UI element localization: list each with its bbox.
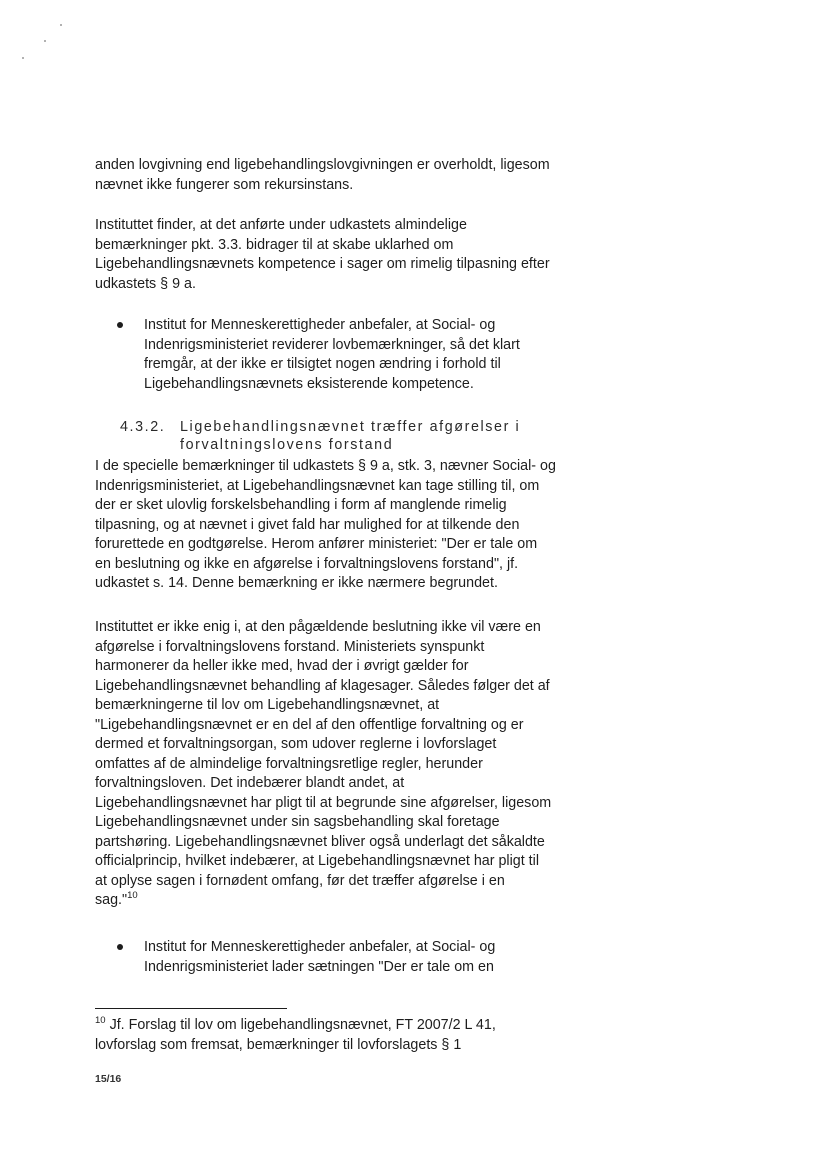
text-line: Institut for Menneskerettigheder anbefaler, at Social- og: [144, 317, 496, 333]
footnote-reference[interactable]: 10: [127, 890, 138, 902]
text-line: Ligebehandlingsnævnets kompetence i sager om rimelig tilpasning efter: [95, 256, 550, 272]
section-number: 4.3.2.: [120, 419, 166, 435]
text-line: officialprincip, hvilket indebærer, at Ligebehandlingsnævnet har pligt til: [95, 853, 539, 869]
bullet-dot-icon: [117, 944, 123, 950]
text-line: [95, 891, 575, 911]
text-line: Indenrigsministeriet, at Ligebehandlingsnævnet kan tage stilling til, om: [95, 477, 540, 494]
text-line: dermed et forvaltningsorgan, som udover reglerne i lovforslaget: [95, 736, 497, 752]
text-line: bemærkninger pkt. 3.3. bidrager til at skabe uklarhed om: [95, 236, 454, 253]
paragraph-2: [95, 216, 575, 294]
section-heading-4-3-2: [120, 418, 580, 454]
text-line: Instituttet er ikke enig i, at den pågældende beslutning ikke vil være en: [95, 619, 541, 635]
paragraph-4: [95, 618, 575, 911]
heading-line-1: Ligebehandlingsnævnet træffer afgørelser i: [180, 419, 521, 435]
footnote-10: [95, 1016, 575, 1055]
text-line: der er sket ulovlig forskelsbehandling i form af manglende rimelig: [95, 497, 507, 513]
text-line: bemærkningerne til lov om Ligebehandlingsnævnet, at: [95, 697, 440, 713]
text-line: Ligebehandlingsnævnet under sin sagsbehandling skal foretage: [95, 814, 500, 830]
text-line: partshøring. Ligebehandlingsnævnet bliver også underlagt det såkaldte: [95, 833, 545, 850]
paragraph-3: [95, 457, 575, 594]
scan-speck: [60, 24, 62, 26]
text-line: Ligebehandlingsnævnets eksisterende kompetence.: [144, 375, 474, 392]
text-line: fremgår, at der ikke er tilsigtet nogen ændring i forhold til: [144, 356, 501, 372]
text-line: Ligebehandlingsnævnet har pligt til at begrunde sine afgørelser, ligesom: [95, 794, 552, 811]
text-line: at oplyse sagen i fornødent omfang, før det træffer afgørelse i en: [95, 872, 505, 889]
page-number: 15/16: [95, 1073, 122, 1085]
recommendation-bullet-1: [117, 316, 587, 394]
text-line: udkastet s. 14. Denne bemærkning er ikke nærmere begrundet.: [95, 575, 498, 591]
text-line: "Ligebehandlingsnævnet er en del af den offentlige forvaltning og er: [95, 716, 524, 733]
scan-speck: [22, 57, 24, 59]
bullet-dot-icon: [117, 322, 123, 328]
paragraph-1: [95, 156, 575, 195]
scan-speck: [44, 40, 46, 42]
quote-end: sag.": [95, 892, 128, 908]
text-line: Instituttet finder, at det anførte under udkastets almindelige: [95, 217, 467, 233]
footnote-marker: 10: [95, 1015, 106, 1027]
text-line: afgørelse i forvaltningslovens forstand. Ministeriets synspunkt: [95, 638, 485, 655]
text-line: en beslutning og ikke en afgørelse i forvaltningslovens forstand", jf.: [95, 555, 519, 572]
text-line: Indenrigsministeriet reviderer lovbemærkninger, så det klart: [144, 336, 520, 353]
text-line: anden lovgivning end ligebehandlingslovgivningen er overholdt, ligesom: [95, 157, 550, 173]
text-line: forvaltningsloven. Det indebærer blandt andet, at: [95, 775, 405, 791]
text-line: Ligebehandlingsnævnet behandling af klagesager. Således følger det af: [95, 677, 550, 694]
recommendation-bullet-2: [117, 938, 587, 977]
footnote-separator: [95, 1008, 287, 1009]
text-line: forurettede en godtgørelse. Herom anfører ministeriet: "Der er tale om: [95, 536, 538, 552]
footnote-line-2: lovforslag som fremsat, bemærkninger til lovforslagets § 1: [95, 1036, 462, 1053]
text-line: udkastets § 9 a.: [95, 275, 196, 292]
text-line: nævnet ikke fungerer som rekursinstans.: [95, 176, 354, 193]
heading-line-2: forvaltningslovens forstand: [180, 437, 394, 453]
text-line: I de specielle bemærkninger til udkastets § 9 a, stk. 3, nævner Social- og: [95, 458, 556, 474]
text-line: tilpasning, og at nævnet i givet fald har mulighed for at tilkende den: [95, 516, 520, 533]
text-line: omfattes af de almindelige forvaltningsretlige regler, herunder: [95, 755, 483, 772]
footnote-line-1: Jf. Forslag til lov om ligebehandlingsnævnet, FT 2007/2 L 41,: [109, 1017, 496, 1033]
text-line: harmonerer da heller ikke med, hvad der i øvrigt gælder for: [95, 658, 469, 674]
text-line: Institut for Menneskerettigheder anbefaler, at Social- og: [144, 939, 496, 955]
text-line: [95, 1016, 575, 1036]
text-line: Indenrigsministeriet lader sætningen "Der er tale om en: [144, 958, 494, 975]
